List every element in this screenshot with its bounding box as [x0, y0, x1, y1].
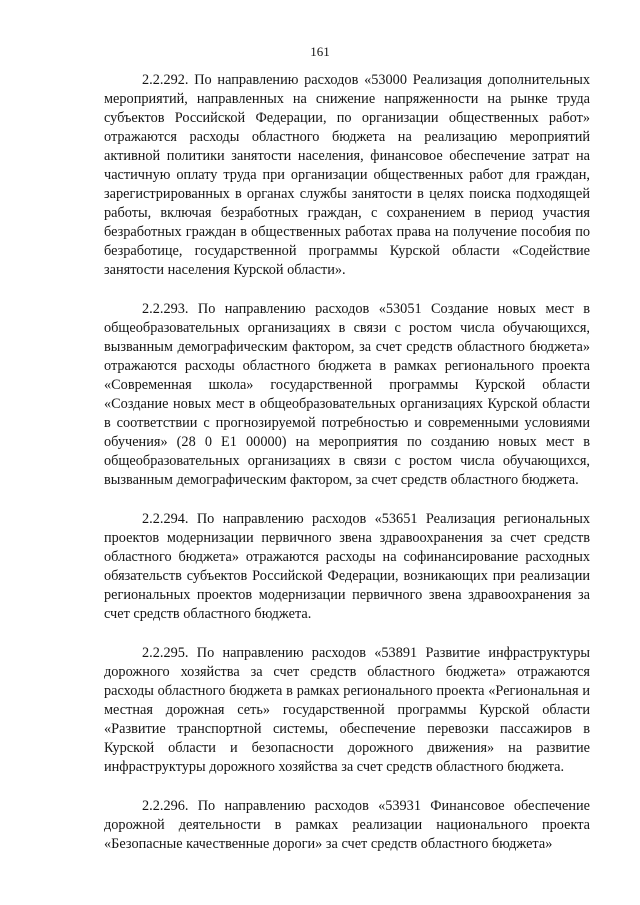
paragraph-2-2-295: 2.2.295. По направлению расходов «53891 Развитие инфраструктуры дорожного хозяйства за счет средств областного бюджета» отражаются расходы областного бюджета в рамках регионального проекта «Региональная и местная дорожная сеть» государственной программы Курской области «Развитие транспортной системы, обеспечение перевозки пассажиров в Курской области и безопасности дорожного движения» на развитие инфраструктуры дорожного хозяйства за счет средств областного бюджета. — [104, 645, 590, 775]
paragraph-2-2-296: 2.2.296. По направлению расходов «53931 Финансовое обеспечение дорожной деятельности в рамках реализации национального проекта «Безопасные качественные дороги» за счет средств областного бюджета» — [104, 798, 590, 852]
page-number: 161 — [310, 44, 330, 59]
paragraph-2-2-292: 2.2.292. По направлению расходов «53000 Реализация дополнительных мероприятий, направленных на снижение напряженности на рынке труда субъектов Российской Федерации, по организации общественных работ» отражаются расходы областного бюджета на реализацию мероприятий активной политики занятости населения, финансовое обеспечение затрат на частичную оплату труда при организации общественных работ для граждан, зарегистрированных в органах службы занятости в целях поиска подходящей работы, включая безработных граждан, с сохранением в период участия безработных граждан в общественных работах права на получение пособия по безработице, государственной программы Курской области «Содействие занятости населения Курской области». — [104, 72, 590, 278]
paragraph-2-2-294: 2.2.294. По направлению расходов «53651 Реализация региональных проектов модернизации первичного звена здравоохранения за счет средств областного бюджета» отражаются расходы на софинансирование расходных обязательств субъектов Российской Федерации, возникающих при реализации региональных проектов модернизации первичного звена здравоохранения за счет средств областного бюджета. — [104, 511, 590, 622]
paragraph-2-2-293: 2.2.293. По направлению расходов «53051 Создание новых мест в общеобразовательных организациях в связи с ростом числа обучающихся, вызванным демографическим фактором, за счет средств областного бюджета» отражаются расходы областного бюджета в рамках регионального проекта «Современная школа» государственной программы Курской области «Создание новых мест в общеобразовательных организациях Курской области в соответствии с прогнозируемой потребностью и современными условиями обучения» (28 0 Е1 00000) на мероприятия по созданию новых мест в общеобразовательных организациях в связи с ростом числа обучающихся, вызванным демографическим фактором, за счет средств областного бюджета. — [104, 301, 590, 488]
document-body — [104, 71, 590, 874]
